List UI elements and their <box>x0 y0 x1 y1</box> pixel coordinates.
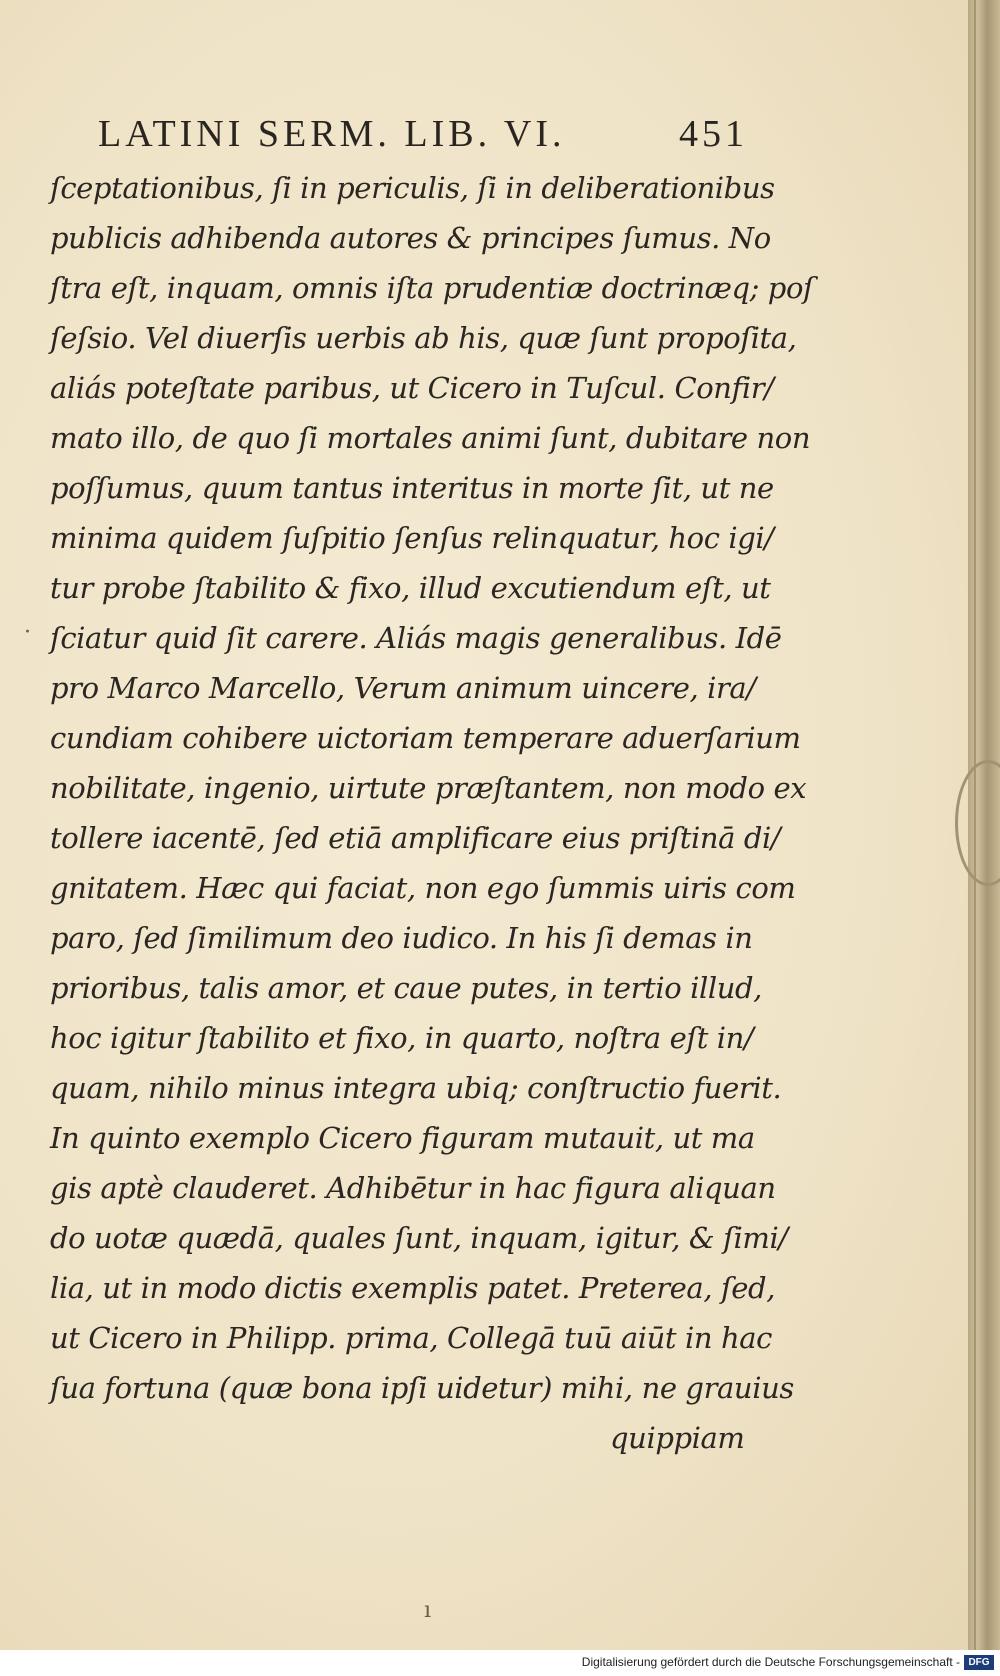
text-line: ſceptationibus, ſi in periculis, ſi in deliberationibus <box>50 171 775 205</box>
text-line: gnitatem. Hæc qui faciat, non ego ſummis uiris com <box>50 871 796 905</box>
text-line: gis aptè clauderet. Adhibētur in hac figura aliquan <box>50 1171 776 1205</box>
funding-credit: Digitalisierung gefördert durch die Deutsche Forschungsgemeinschaft - <box>581 1655 960 1669</box>
catchword: quippiam <box>610 1421 745 1455</box>
text-line: ſtra eſt, inquam, omnis iſta prudentiæ doctrinæq; poſ <box>50 271 814 305</box>
dfg-logo: DFG <box>964 1655 994 1670</box>
text-line: quam, nihilo minus integra ubiq; conſtructio fuerit. <box>50 1071 782 1105</box>
text-line: publicis adhibenda autores & principes ſumus. No <box>50 221 771 255</box>
margin-mark: · <box>24 620 31 645</box>
text-line: ut Cicero in Philipp. prima, Collegā tuū aiūt in hac <box>50 1321 772 1355</box>
text-line: ſciatur quid ſit carere. Aliás magis generalibus. Idē <box>50 621 782 655</box>
text-line: In quinto exemplo Cicero figuram mutauit, ut ma <box>50 1121 755 1155</box>
text-line: lia, ut in modo dictis exemplis patet. Preterea, ſed, <box>50 1271 776 1305</box>
text-line: hoc igitur ſtabilito et fixo, in quarto, noſtra eſt in/ <box>50 1021 754 1055</box>
text-line: aliás poteſtate paribus, ut Cicero in Tuſcul. Confir/ <box>50 371 774 405</box>
text-line: do uotæ quædā, quales ſunt, inquam, igitur, & ſimi/ <box>50 1221 788 1255</box>
digitization-footer <box>0 1650 1000 1676</box>
text-line: prioribus, talis amor, et caue putes, in tertio illud, <box>50 971 762 1005</box>
text-line: cundiam cohibere uictoriam temperare aduerſarium <box>50 721 801 755</box>
text-line: minima quidem ſuſpitio ſenſus relinquatur, hoc igi/ <box>50 521 774 555</box>
text-line: ſeſsio. Vel diuerſis uerbis ab his, quæ ſunt propoſita, <box>50 321 797 355</box>
text-line: nobilitate, ingenio, uirtute præſtantem, non modo ex <box>50 771 807 805</box>
running-header <box>98 112 748 160</box>
text-line: mato illo, de quo ſi mortales animi ſunt, dubitare non <box>50 421 811 455</box>
text-line: ſua fortuna (quæ bona ipſi uidetur) mihi, ne grauius <box>50 1371 794 1405</box>
text-line: tur probe ſtabilito & fixo, illud excutiendum eſt, ut <box>50 571 771 605</box>
ink-speck: ı <box>424 1598 432 1623</box>
text-line: poſſumus, quum tantus interitus in morte ſit, ut ne <box>50 471 774 505</box>
text-line: paro, ſed ſimilimum deo iudico. In his ſi demas in <box>50 921 753 955</box>
running-title: LATINI SERM. LIB. VI. <box>98 113 566 155</box>
page-number: 451 <box>679 113 748 155</box>
text-line: tollere iacentē, ſed etiā amplificare eius priſtinā di/ <box>50 821 781 855</box>
text-line: pro Marco Marcello, Verum animum uincere, ira/ <box>50 671 756 705</box>
